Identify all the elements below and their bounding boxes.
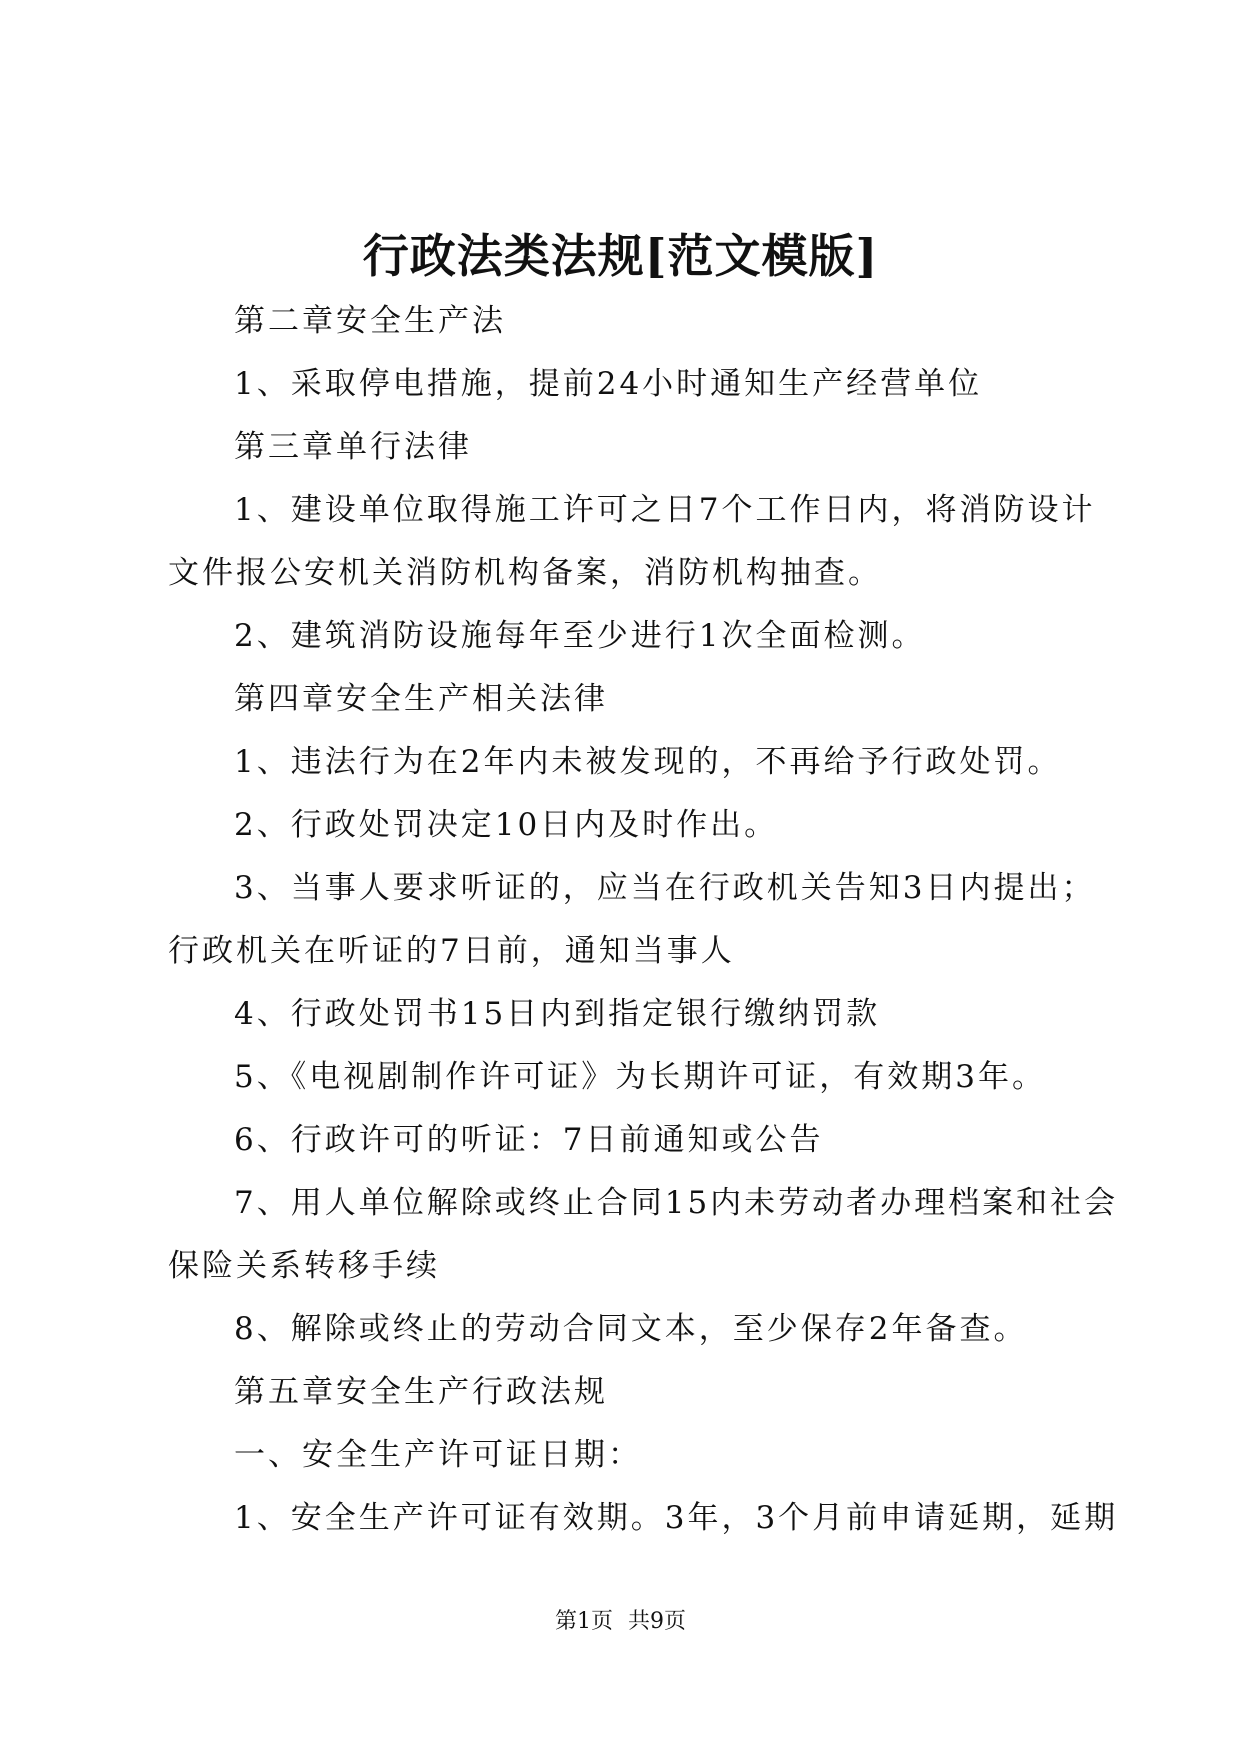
page-footer	[0, 1607, 1241, 1637]
paragraph-line: 2、建筑消防设施每年至少进行1次全面检测。	[234, 618, 926, 654]
paragraph-line: 1、违法行为在2年内未被发现的，不再给予行政处罚。	[234, 744, 1062, 780]
paragraph-line: 第二章安全生产法	[234, 303, 506, 339]
paragraph-line: 4、行政处罚书15日内到指定银行缴纳罚款	[234, 996, 881, 1032]
page-number-total: 共9页	[628, 1609, 686, 1634]
paragraph-line: 1、建设单位取得施工许可之日7个工作日内，将消防设计	[234, 492, 1096, 528]
paragraph-line: 1、采取停电措施，提前24小时通知生产经营单位	[234, 366, 983, 402]
page-number-current: 第1页	[555, 1609, 613, 1634]
paragraph-line: 第三章单行法律	[234, 429, 472, 465]
paragraph-line: 第四章安全生产相关法律	[234, 681, 608, 717]
paragraph-line: 1、安全生产许可证有效期。3年，3个月前申请延期，延期	[234, 1500, 1119, 1536]
paragraph-line: 5、《电视剧制作许可证》为长期许可证，有效期3年。	[234, 1059, 1046, 1095]
paragraph-line: 3、当事人要求听证的，应当在行政机关告知3日内提出；	[234, 870, 1096, 906]
paragraph-line: 2、行政处罚决定10日内及时作出。	[234, 807, 779, 843]
paragraph-line: 文件报公安机关消防机构备案，消防机构抽查。	[168, 555, 882, 591]
paragraph-line: 7、用人单位解除或终止合同15内未劳动者办理档案和社会	[234, 1185, 1119, 1221]
paragraph-line: 保险关系转移手续	[168, 1248, 440, 1284]
paragraph-line: 第五章安全生产行政法规	[234, 1374, 608, 1410]
document-body	[168, 290, 1119, 1550]
document-title: 行政法类法规[范文模版]	[362, 229, 879, 283]
paragraph-line: 8、解除或终止的劳动合同文本，至少保存2年备查。	[234, 1311, 1028, 1347]
paragraph-line: 一、安全生产许可证日期：	[234, 1437, 642, 1473]
paragraph-line: 行政机关在听证的7日前，通知当事人	[168, 933, 735, 969]
paragraph-line: 6、行政许可的听证：7日前通知或公告	[234, 1122, 824, 1158]
